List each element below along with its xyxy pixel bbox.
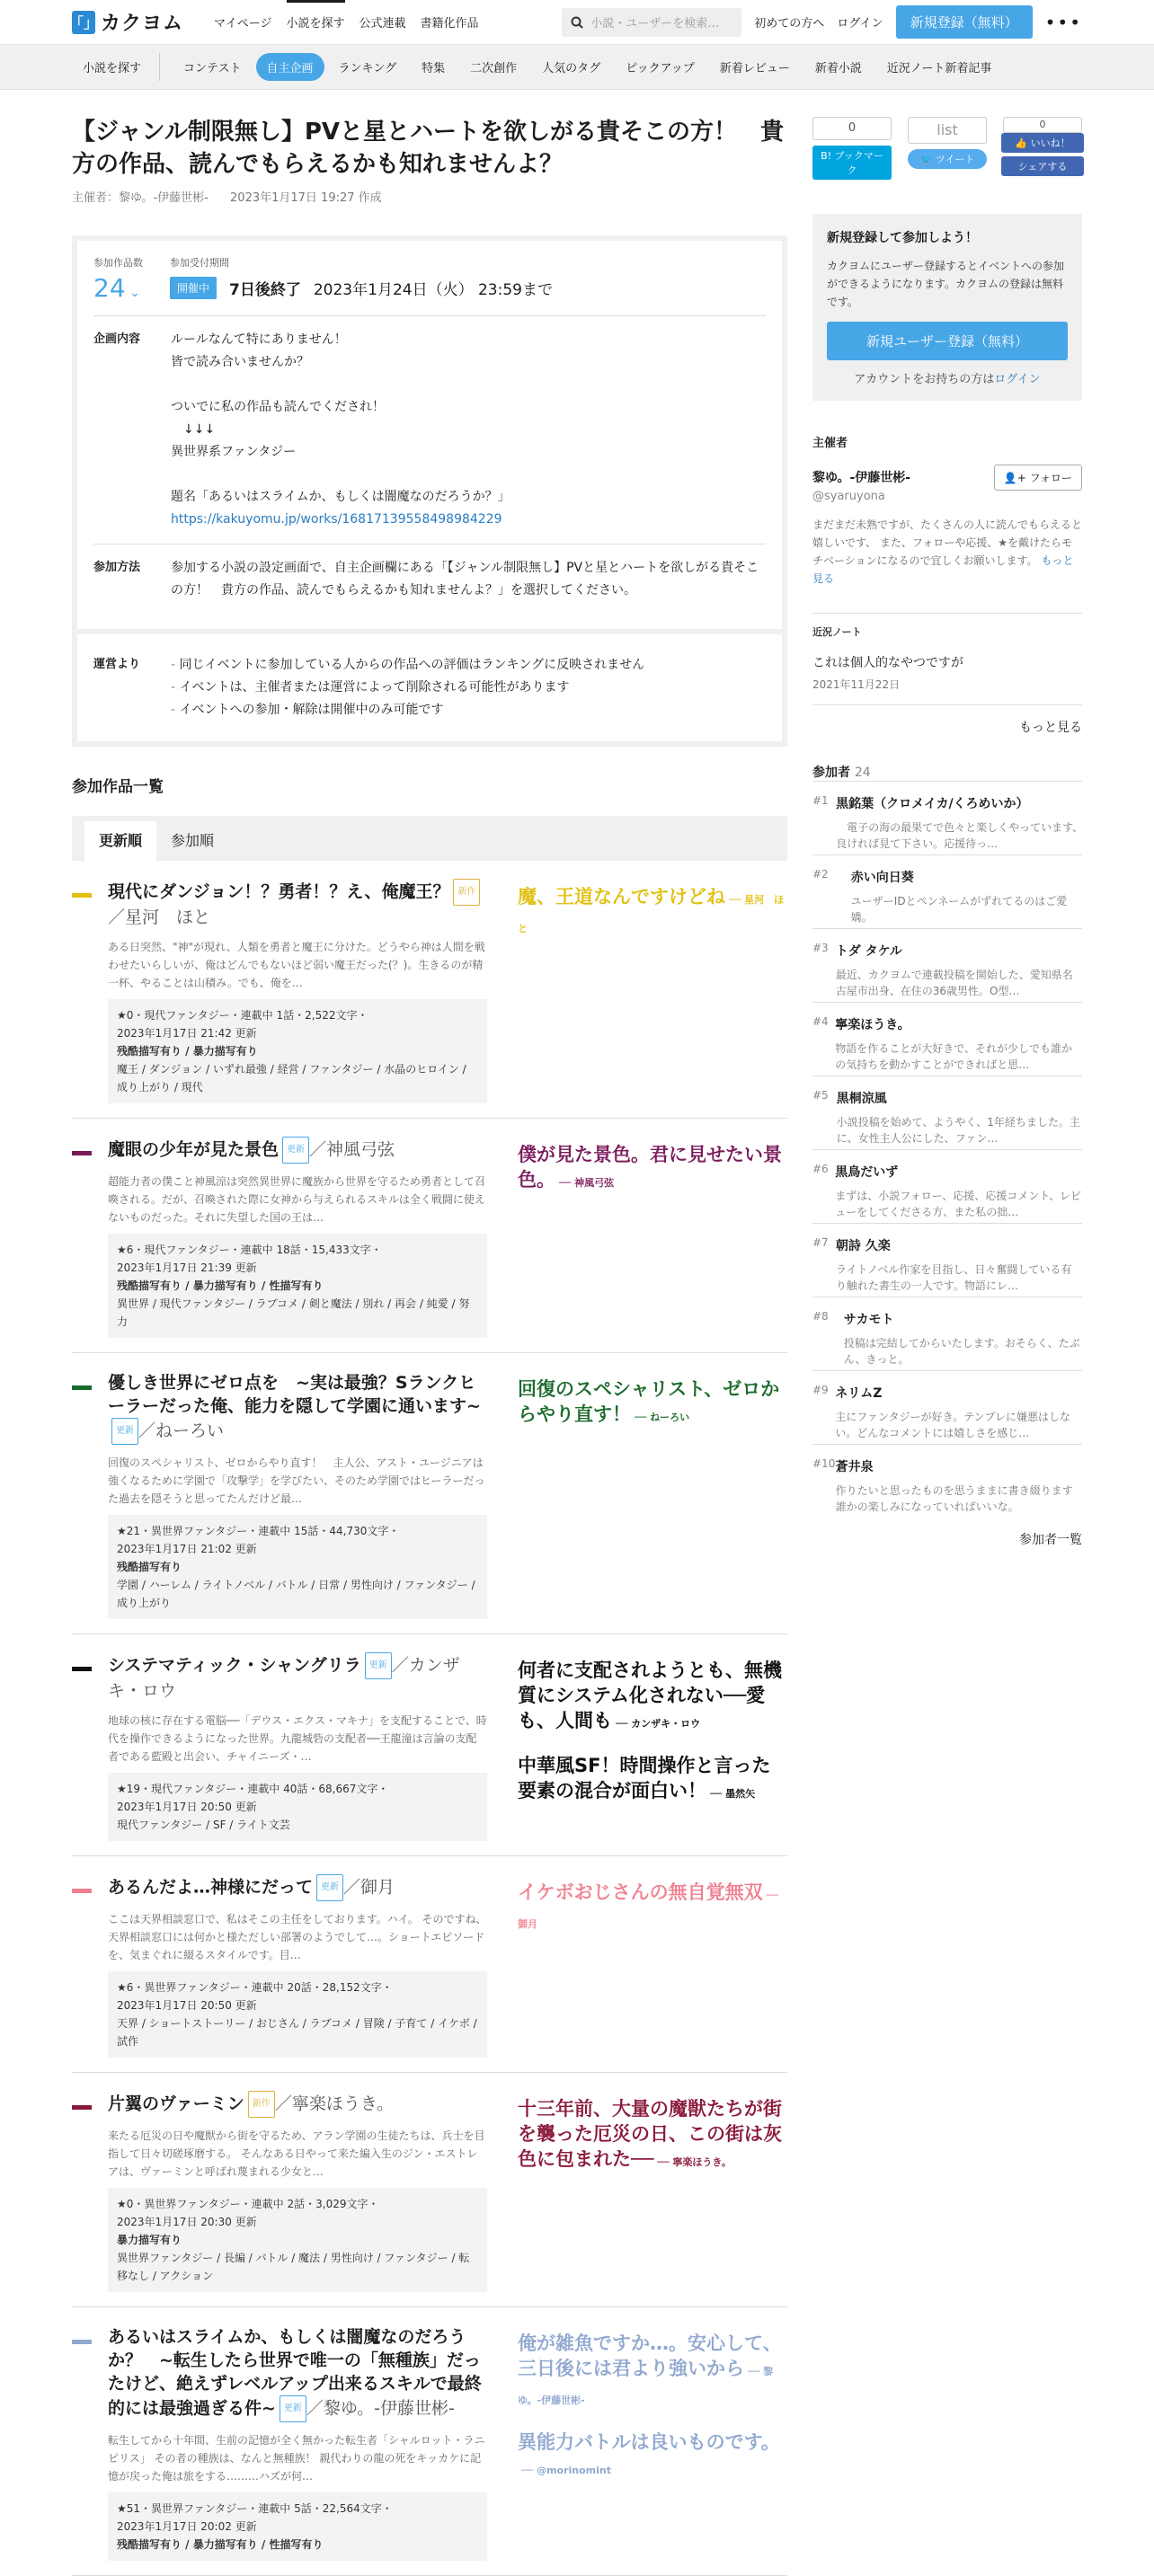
- chevron-down-icon: ⌄: [125, 286, 140, 300]
- participant-desc: 投稿は完結してからいたします。おそらく、たぶん、きっと。: [843, 1337, 1080, 1366]
- work-info: [108, 1234, 487, 1338]
- work-info: [108, 1773, 487, 1841]
- genre-color-bar: [72, 2340, 92, 2344]
- event-content-row: [93, 315, 766, 544]
- participant-item[interactable]: [812, 1076, 1082, 1149]
- entry-count-label: 参加作品数: [93, 257, 143, 269]
- global-header: [0, 0, 1154, 45]
- subnav-new-reviews[interactable]: 新着レビュー: [719, 62, 790, 75]
- global-nav: [207, 0, 486, 45]
- subnav-search[interactable]: 小説を探す: [72, 53, 160, 81]
- content-link[interactable]: https://kakuyomu.jp/works/16817139558498984229: [171, 512, 502, 527]
- work-title-link[interactable]: あるんだよ…神様にだって: [108, 1877, 314, 1898]
- deadline-text: 2023年1月24日（火） 23:59まで: [313, 281, 553, 299]
- work-title-link[interactable]: あるいはスライムか、もしくは闇魔なのだろうか？ ~転生したら世界で唯一の「無種族」だったけど、絶えずレベルアップ出来るスキルで最終的には最強過ぎる件~: [108, 2327, 482, 2419]
- bird-icon: 🐦: [919, 154, 936, 165]
- review-author: ── @morinomint: [521, 2465, 611, 2476]
- participant-name[interactable]: 朝詩 久楽: [835, 1239, 891, 1253]
- sub-nav: [0, 45, 1154, 90]
- work-info: [108, 1515, 487, 1619]
- participant-rank: #3: [812, 942, 829, 954]
- work-badge: 新作: [453, 879, 480, 906]
- review-catchcopy[interactable]: 魔、王道なんですけどね ── 星河 ほと: [518, 886, 785, 934]
- first-time-link[interactable]: 初めての方へ: [754, 17, 825, 31]
- participant-name[interactable]: 寧楽ほうき。: [835, 1018, 910, 1032]
- participant-desc: 物語を作ることが大好きで、それが少しでも誰かの気持ちを動かすことができればと思…: [835, 1042, 1072, 1071]
- work-reviews: [518, 1142, 787, 1212]
- subnav-ranking[interactable]: ランキング: [338, 62, 397, 75]
- genre-color-bar: [72, 2105, 92, 2110]
- organizer-heading: 主催者: [812, 437, 848, 450]
- work-description: 転生してから十年間、生前の記憶が全く無かった転生者「シャルロット・ラニピリス」 その者の種族は、なんと無種族！ 親代わりの龍の死をキッカケに記憶が戻った俺は旅をする………ハズが何…: [108, 2434, 485, 2483]
- bio-more-link[interactable]: もっと見る: [812, 554, 1074, 585]
- created-date: 2023年1月17日 19:27 作成: [230, 191, 382, 205]
- login-link[interactable]: ログイン: [837, 17, 883, 31]
- subnav-tags[interactable]: 人気のタグ: [542, 62, 601, 75]
- content-label: 企画内容: [93, 332, 141, 346]
- work-author-link[interactable]: ／カンザキ・ロウ: [108, 1655, 460, 1701]
- work-item: [72, 861, 787, 1119]
- participant-desc: ユーザーIDとペンネームがずれてるのはご愛嬌。: [850, 895, 1068, 924]
- hatena-bookmark-button[interactable]: B! ブックマーク: [812, 146, 892, 180]
- thumbs-up-icon: 👍: [1015, 137, 1031, 149]
- participants-all-link[interactable]: 参加者一覧: [1019, 1533, 1082, 1547]
- work-title-link[interactable]: 優しき世界にゼロ点を ~実は最強？Sランクヒーラーだった俺、能力を隠して学園に通います~: [108, 1373, 481, 1416]
- new-user-register-button[interactable]: 新規ユーザー登録（無料）: [827, 322, 1068, 360]
- list-count: list: [908, 117, 987, 144]
- main-column: [72, 90, 787, 2576]
- participant-item[interactable]: [812, 1444, 1082, 1518]
- method-label: 参加方法: [93, 561, 141, 574]
- subnav-self-events[interactable]: 自主企画: [256, 53, 324, 81]
- nav-search-novels[interactable]: 小説を探す: [280, 0, 352, 45]
- like-button[interactable]: 👍 いいね！: [1001, 133, 1084, 153]
- participant-item[interactable]: [812, 928, 1082, 1002]
- remaining-text: 7日後終了: [229, 281, 301, 299]
- works-list: [72, 861, 787, 2576]
- register-box-text: カクヨムにユーザー登録するとイベントへの参加ができるようになります。カクヨムの登録は無料です。: [827, 260, 1065, 308]
- participant-item[interactable]: [812, 1370, 1082, 1444]
- work-tags[interactable]: 学園 / ハーレム / ライトノベル / バトル / 日常 / 男性向け / ファンタジー / 成り上がり: [117, 1579, 475, 1609]
- genre-color-bar: [72, 893, 92, 898]
- search-placeholder: 小説・ユーザーを検索…: [590, 17, 720, 31]
- subnav-features[interactable]: 特集: [422, 62, 446, 75]
- work-author-link[interactable]: ／神風弓弦: [309, 1139, 395, 1160]
- tweet-button[interactable]: 🐦 ツイート: [908, 149, 987, 169]
- work-warnings: 残酷描写有り: [117, 1561, 182, 1573]
- event-info: [77, 241, 782, 629]
- review-catchcopy[interactable]: 十三年前、大量の魔獣たちが街を襲った厄災の日、この街は灰色に包まれた── ── 寧楽ほうき。: [518, 2098, 782, 2170]
- participant-desc: 小説投稿を始めて、ようやく、1年経ちました。主に、女性主人公にした、ファン…: [836, 1116, 1080, 1145]
- work-stats: ★21・異世界ファンタジー・連載中 15話・44,730文字・: [117, 1525, 400, 1537]
- header-right: [562, 5, 1082, 39]
- register-box: [812, 214, 1082, 401]
- work-item: [72, 2073, 787, 2307]
- login-link-side[interactable]: ログイン: [994, 373, 1041, 386]
- review-author: ── ねーろい: [635, 1412, 690, 1423]
- add-user-icon: 👤+: [1003, 472, 1030, 484]
- review-catchcopy[interactable]: 何者に支配されようとも、無機質にシステム化されない──愛も、人間も ── カンザキ・ロウ: [518, 1660, 782, 1731]
- participant-rank: #8: [812, 1310, 829, 1323]
- work-reviews: [518, 1377, 787, 1447]
- work-item: [72, 1856, 787, 2073]
- participant-item[interactable]: [812, 1297, 1082, 1370]
- work-updated: 2023年1月17日 20:30 更新: [117, 2216, 257, 2228]
- participant-desc: 電子の海の最果てで色々と楽しくやっています、 良ければ見て下さい。応援待っ…: [836, 821, 1089, 850]
- entry-count: [93, 255, 143, 303]
- work-title-link[interactable]: 片翼のヴァーミン: [108, 2094, 244, 2114]
- work-tags[interactable]: 異世界ファンタジー / 長編 / バトル / 魔法 / 男性向け / ファンタジー / 転移なし / アクション: [117, 2252, 470, 2282]
- work-title-link[interactable]: 魔眼の少年が見た景色: [108, 1139, 280, 1160]
- work-tags[interactable]: 魔王 / ダンジョン / いずれ最強 / 経営 / ファンタジー / 水晶のヒロイン / 成り上がり / 現代: [117, 1063, 466, 1093]
- work-badge: 新作: [248, 2091, 275, 2118]
- work-badge: 更新: [280, 2395, 306, 2422]
- work-info: [108, 2188, 487, 2292]
- note-title[interactable]: これは個人的なやつですが: [812, 656, 963, 670]
- hatena-count: 0: [812, 117, 892, 140]
- work-updated: 2023年1月17日 21:39 更新: [117, 1261, 257, 1274]
- sort-tabs: [72, 816, 787, 861]
- period: [170, 255, 553, 303]
- participant-name[interactable]: 黒銘葉（クロメイカ/くろめいか）: [836, 797, 1029, 811]
- organizer-label: 主催者：: [72, 191, 120, 205]
- subnav-fanfic[interactable]: 二次創作: [470, 62, 518, 75]
- work-description: ある日突然、"神"が現れ、人類を勇者と魔王に分けた。どうやら神は人間を戦わせたいらしいが、俺はどんでもないほど弱い魔王だった(？)。生きるのが精一杯、やることは山積み。でも、俺を…: [108, 941, 485, 989]
- logo-text: カクヨム: [101, 13, 184, 35]
- genre-color-bar: [72, 1385, 92, 1390]
- participant-name[interactable]: トダ タケル: [835, 944, 902, 959]
- participant-name[interactable]: ネリムZ: [835, 1386, 883, 1401]
- content-text: ルールなんて特にありません！ 皆で読み合いませんか？ ついでに私の作品も読んでくだされ！ ↓↓↓ 異世界系ファンタジー 題名「あるいはスライムか、もしくは闇魔なのだろうか？」 https://kakuyomu.jp/works/16817139558498984229: [171, 332, 510, 527]
- participant-desc: 最近、カクヨムで連載投稿を開始した、愛知県名古屋市出身、在住の36歳男性。O型…: [835, 969, 1073, 997]
- participant-item[interactable]: [812, 1223, 1082, 1297]
- participants-heading: 参加者 24: [812, 766, 871, 780]
- event-meta: [72, 188, 787, 205]
- event-stats: [93, 255, 766, 315]
- participant-rank: #9: [812, 1384, 829, 1396]
- work-warnings: 残酷描写有り / 暴力描写有り / 性描写有り: [117, 1279, 324, 1292]
- review-catchcopy[interactable]: 僕が見た景色。君に見せたい景色。 ── 神風弓弦: [518, 1144, 782, 1191]
- participant-rank: #1: [812, 794, 829, 807]
- work-reviews: [518, 1658, 787, 1823]
- participant-name[interactable]: サカモト: [843, 1313, 894, 1327]
- participant-item[interactable]: [812, 854, 1082, 928]
- method-text: 参加する小説の設定画面で、自主企画欄にある「【ジャンル制限無し】PVと星とハートを欲しがる貴そこの方！ 貴方の作品、読んでもらえるかも知れませんよ？」を選択してください。: [171, 561, 759, 598]
- work-stats: ★0・現代ファンタジー・連載中 1話・2,522文字・: [117, 1009, 368, 1022]
- work-badge: 更新: [111, 1418, 138, 1445]
- method-row: [93, 544, 766, 615]
- works-heading: 参加作品一覧: [72, 778, 164, 796]
- note-label: 近況ノート: [812, 626, 862, 638]
- facebook-share[interactable]: [1003, 117, 1082, 180]
- work-description: 超能力者の僕こと神風涼は突然異世界に魔族から世界を守るため勇者として召喚される。だが、召喚された際に女神から与えられるスキルは全く戦闘に使えないものだった。それに失望した国の王は…: [108, 1175, 486, 1224]
- work-reviews: [518, 2096, 787, 2191]
- participant-rank: #4: [812, 1015, 829, 1028]
- review-catchcopy[interactable]: 俺が雑魚ですか…。安心して、三日後には君より強いから ── 黎ゆ。-伊藤世彬-: [518, 2333, 782, 2406]
- review-catchcopy[interactable]: イケボおじさんの無自覚無双 ── 御月: [518, 1881, 778, 1930]
- work-item: [72, 2307, 787, 2576]
- work-warnings: 暴力描写有り: [117, 2234, 182, 2246]
- review-author: ── 墨然矢: [710, 1788, 756, 1800]
- organizer-id: @syaruyona: [812, 490, 885, 503]
- work-reviews: [518, 1880, 787, 1953]
- work-item: [72, 1119, 787, 1353]
- participants-list: [812, 781, 1089, 1518]
- subnav-new-notes[interactable]: 近況ノート新着記事: [886, 62, 992, 75]
- review-catchcopy[interactable]: 中華風SF！時間操作と言った要素の混合が面白い！ ── 墨然矢: [518, 1755, 771, 1801]
- work-badge: 更新: [365, 1652, 392, 1679]
- work-tags[interactable]: 天界 / ショートストーリー / おじさん / ラブコメ / 冒険 / 子育て / イケボ / 試作: [117, 2017, 477, 2048]
- ops-note: - 同じイベントに参加している人からの作品への評価はランキングに反映されません: [171, 654, 766, 677]
- participant-name[interactable]: 蒼井泉: [835, 1460, 874, 1474]
- review-author: ── 御月: [518, 1890, 778, 1930]
- work-info: [108, 1971, 487, 2058]
- review-author: ── 神風弓弦: [559, 1177, 615, 1189]
- twitter-share[interactable]: [908, 117, 987, 180]
- work-description: 来たる厄災の日や魔獣から街を守るため、アラン学園の生徒たちは、兵士を目指して日々切磋琢磨する。 そんなある日やって来た編入生のジン・エストレアは、ヴァーミンと呼ばれ蔑まれる少女と…: [108, 2129, 485, 2178]
- register-box-title: 新規登録して参加しよう！: [827, 231, 978, 245]
- review-author: ── 黎ゆ。-伊藤世彬-: [518, 2366, 774, 2406]
- note-date: 2021年11月22日: [812, 678, 901, 691]
- participant-rank: #5: [812, 1089, 829, 1102]
- participant-desc: 主にファンタジーが好き。テンプレに嫌悪はしない。どんなコメントには嬉しさを感じ…: [835, 1411, 1071, 1439]
- work-badge: 更新: [316, 1874, 343, 1901]
- participant-rank: #6: [812, 1163, 829, 1175]
- participants-count: 24: [854, 766, 871, 780]
- fb-count: 0: [1003, 117, 1082, 133]
- nav-books[interactable]: 書籍化作品: [420, 17, 479, 31]
- fb-share-button[interactable]: シェアする: [1001, 156, 1084, 176]
- login-prompt: アカウントをお持ちの方はログイン: [854, 373, 1041, 386]
- review-catchcopy[interactable]: 回復のスペシャリスト、ゼロからやり直す！ ── ねーろい: [518, 1378, 780, 1425]
- share-buttons: [812, 117, 1082, 180]
- participant-rank: #10: [812, 1457, 836, 1470]
- work-description: 回復のスペシャリスト、ゼロからやり直す！ 主人公、アスト・ユージニアは強くなるために学園で「攻撃学」を学びたい、そのため学園ではヒーラーだった過去を隠そうと思ってたんだけど最…: [108, 1456, 485, 1505]
- work-item: [72, 1634, 787, 1856]
- participant-name[interactable]: 黒鳥だいず: [835, 1165, 899, 1180]
- review-catchcopy[interactable]: 異能力バトルは良いものです。── @morinomint: [518, 2431, 780, 2476]
- register-button[interactable]: 新規登録（無料）: [896, 5, 1033, 39]
- work-reviews: [518, 884, 787, 958]
- work-warnings: 残酷描写有り / 暴力描写有り / 性描写有り: [117, 2538, 324, 2551]
- work-author-link[interactable]: ／黎ゆ。-伊藤世彬-: [306, 2398, 455, 2419]
- search-input[interactable]: [562, 8, 741, 37]
- organizer-card: [812, 468, 1082, 588]
- work-updated: 2023年1月17日 21:02 更新: [117, 1543, 257, 1555]
- participant-rank: #7: [812, 1236, 829, 1249]
- tab-joined[interactable]: 参加順: [171, 832, 215, 849]
- follow-button[interactable]: 👤+ フォロー: [994, 465, 1082, 491]
- work-reviews: [518, 2331, 787, 2500]
- review-author: ── 星河 ほと: [518, 894, 785, 934]
- work-title-link[interactable]: 現代にダンジョン！？勇者！？え、俺魔王？: [108, 881, 450, 902]
- ops-note: - イベントへの参加・解除は開催中のみ可能です: [171, 699, 766, 721]
- work-stats: ★19・現代ファンタジー・連載中 40話・68,667文字・: [117, 1783, 389, 1795]
- work-info: [108, 2492, 487, 2561]
- ops-note: - イベントは、主催者または運営によって削除される可能性があります: [171, 677, 766, 699]
- work-author-link[interactable]: ／御月: [343, 1877, 395, 1898]
- work-item: [72, 1353, 787, 1634]
- more-menu-icon[interactable]: •••: [1044, 11, 1082, 33]
- logo-mark: 「」: [72, 11, 95, 34]
- participant-desc: 作りたいと思ったものを思うままに書き綴ります 誰かの楽しみになっていればいいな。: [835, 1484, 1073, 1513]
- nav-official[interactable]: 公式連載: [359, 17, 406, 31]
- work-updated: 2023年1月17日 20:02 更新: [117, 2520, 257, 2533]
- kakuyomu-logo[interactable]: [69, 8, 184, 36]
- work-badge: 更新: [282, 1137, 309, 1164]
- operator-notes: [77, 634, 782, 741]
- participant-desc: ライトノベル作家を目指し、日々奮闘している有り触れた書生の一人です。物語にレ…: [835, 1263, 1072, 1292]
- hatena-share[interactable]: [812, 117, 892, 180]
- review-author: ── 寧楽ほうき。: [657, 2156, 732, 2168]
- note-more-link[interactable]: もっと見る: [812, 704, 1082, 736]
- nav-mypage[interactable]: マイページ: [214, 17, 272, 31]
- participant-desc: まずは、小説フォロー、応援、応援コメント、レビューをしてくださる方、また私の拙…: [835, 1190, 1082, 1218]
- organizer-name[interactable]: 黎ゆ。-伊藤世彬-: [812, 471, 911, 485]
- organizer-bio: まだまだ未熟ですが、たくさんの人に読んでもらえると嬉しいです、 また、フォローや応援、★を戴けたらモチベーションになるので宜しくお願いします。 もっと見る: [812, 518, 1083, 585]
- participant-name[interactable]: 赤い向日葵: [850, 871, 914, 885]
- work-warnings: 残酷描写有り / 暴力描写有り: [117, 1045, 258, 1058]
- work-description: 地球の核に存在する電脳──「デウス・エクス・マキナ」を支配することで、時代を操作できるようになった世界。九龍城砦の支配者──王龍潼は言論の支配者である藍殿と出会い、チャイニーズ・…: [108, 1714, 487, 1763]
- genre-color-bar: [72, 1889, 92, 1893]
- work-updated: 2023年1月17日 20:50 更新: [117, 1999, 257, 2012]
- work-stats: ★6・現代ファンタジー・連載中 18話・15,433文字・: [117, 1244, 382, 1256]
- participant-item[interactable]: [812, 1002, 1082, 1076]
- subnav-pickup[interactable]: ピックアップ: [626, 62, 695, 75]
- work-info: [108, 999, 487, 1103]
- ops-label: 運営より: [93, 658, 141, 671]
- work-author-link[interactable]: ／星河 ほと: [108, 907, 211, 927]
- work-author-link[interactable]: ／寧楽ほうき。: [274, 2094, 395, 2114]
- work-tags[interactable]: 異世界 / 現代ファンタジー / ラブコメ / 剣と魔法 / 別れ / 再会 / 純愛 / 努力: [117, 1297, 470, 1328]
- subnav-new-novels[interactable]: 新着小説: [814, 62, 862, 75]
- recent-note: [812, 613, 1082, 736]
- work-tags[interactable]: 現代ファンタジー / SF / ライト文芸: [117, 1819, 290, 1831]
- participant-item[interactable]: [812, 781, 1089, 854]
- genre-color-bar: [72, 1151, 92, 1155]
- organizer-link[interactable]: 黎ゆ。-伊藤世彬-: [119, 191, 209, 205]
- participant-rank: #2: [812, 868, 829, 881]
- review-author: ── カンザキ・ロウ: [616, 1718, 701, 1730]
- entry-count-value[interactable]: 24 ⌄: [93, 273, 140, 303]
- period-label: 参加受付期間: [170, 257, 229, 269]
- work-author-link[interactable]: ／ねーろい: [138, 1421, 225, 1441]
- search-icon: [571, 16, 583, 29]
- work-updated: 2023年1月17日 21:42 更新: [117, 1027, 257, 1040]
- work-title-link[interactable]: システマティック・シャングリラ: [108, 1655, 361, 1676]
- event-details-box: [72, 235, 787, 747]
- work-stats: ★6・異世界ファンタジー・連載中 20話・28,152文字・: [117, 1981, 393, 1994]
- participant-item[interactable]: [812, 1149, 1082, 1223]
- participant-name[interactable]: 黒桐涼風: [836, 1092, 887, 1106]
- sidebar: [812, 90, 1089, 1548]
- genre-color-bar: [72, 1667, 92, 1671]
- status-badge: 開催中: [170, 277, 217, 299]
- work-updated: 2023年1月17日 20:50 更新: [117, 1801, 257, 1813]
- work-stats: ★51・異世界ファンタジー・連載中 5話・22,564文字・: [117, 2502, 393, 2515]
- tab-updated[interactable]: 更新順: [84, 821, 156, 861]
- subnav-contest[interactable]: コンテスト: [183, 62, 242, 75]
- event-title: 【ジャンル制限無し】PVと星とハートを欲しがる貴そこの方！ 貴方の作品、読んでもらえるかも知れませんよ？: [72, 119, 785, 178]
- work-stats: ★0・異世界ファンタジー・連載中 2話・3,029文字・: [117, 2198, 379, 2210]
- work-description: ここは天界相談窓口で、私はそこの主任をしております。ハイ。 そのですね、天界相談窓口には何かと様ただしい部署のようでして…。ショートエピソードを、気まぐれに綴るスタイルです。目…: [108, 1913, 487, 1961]
